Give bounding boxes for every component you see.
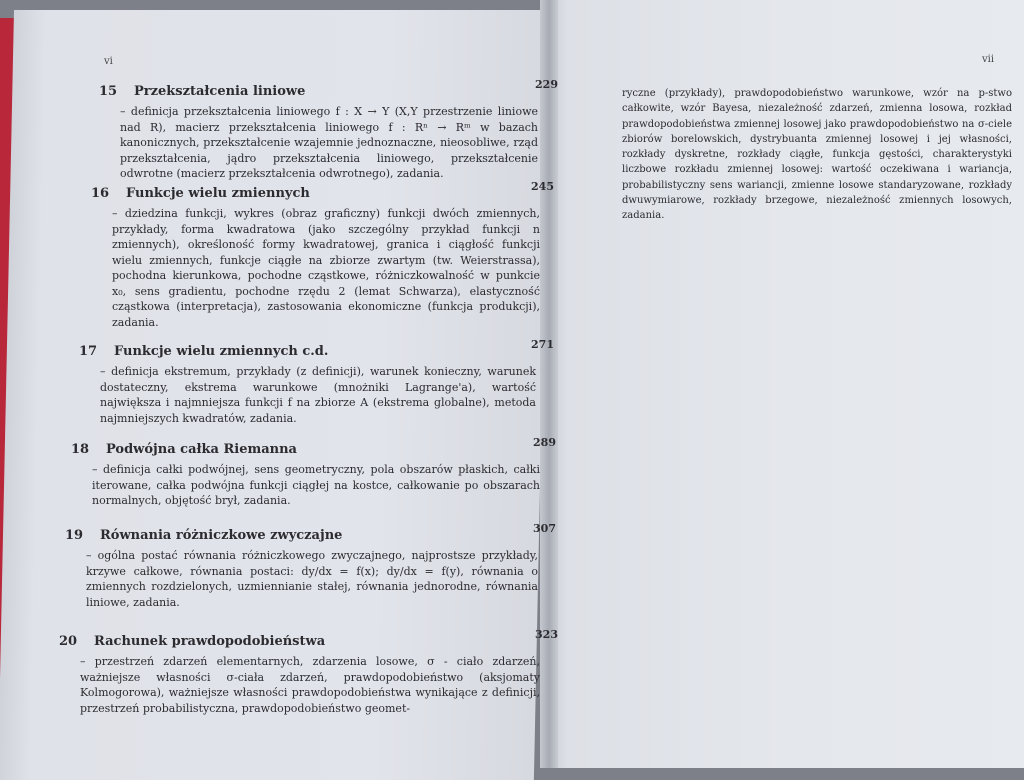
chapter-page: 289 bbox=[533, 436, 556, 449]
chapter-description: – dziedzina funkcji, wykres (obraz graficzny) funkcji dwóch zmiennych, przykłady, forma kwadratowa (jako szczególny przykład funkcji n zmiennych), określoność formy kwadratowej, granica i ciągłość funkcji wielu zmiennych, funkcje ciągłe na zbiorze zwartym (tw. Weierstrassa), pochodna kierunkowa, pochodne cząstkowe, różniczkowalność w punkcie x₀, sens gradientu, pochodne rzędu 2 (lemat Schwarza), elastyczność cząstkowa (interpretacja), zastosowania ekonomiczne (funkcja produkcji), zadania. bbox=[112, 207, 540, 329]
chapter-title: Przekształcenia liniowe bbox=[134, 84, 306, 99]
chapter-description: – definicja przekształcenia liniowego f : X → Y (X,Y przestrzenie liniowe nad R), macierz przekształcenia liniowego f : Rⁿ → Rᵐ w bazach kanonicznych, przekształcenie wzajemnie jednoznaczne, nieosobliwe, rząd przekształcenia, jądro przekształcenia liniowego, przekształcenie odwrotne (macierz przekształcenia odwrotnego), zadania. bbox=[120, 105, 538, 180]
chapter-page: 323 bbox=[535, 628, 558, 641]
left-page-number: vi bbox=[104, 56, 113, 67]
chapter-page: 229 bbox=[535, 78, 558, 91]
chapter-page: 245 bbox=[531, 180, 554, 193]
chapter-description: – ogólna postać równania różniczkowego zwyczajnego, najprostsze przykłady, krzywe całkowe, równania postaci: dy/dx = f(x); dy/dx = f(y), równania o zmiennych rozdzielonych, uzmiennianie stałej, równania jednorodne, równania liniowe, zadania. bbox=[86, 549, 538, 609]
chapter-page: 271 bbox=[531, 338, 554, 351]
chapter-number: 15 bbox=[99, 84, 118, 99]
toc-continuation: ryczne (przykłady), prawdopodobieństwo warunkowe, wzór na p-stwo całkowite, wzór Bayesa, niezależność zdarzeń, zmienna losowa, rozkład prawdopodobieństwa zmiennej losowej jako prawdopodobieństwo na σ-ciele zbiorów borelowskich, dystrybuanta zmiennej losowej i jej własności, rozkłady dyskretne, rozkłady ciągłe, funkcja gęstości, charakterystyki liczbowe rozkładu zmiennej losowej: wartość oczekiwana i wariancja, probabilistyczny sens wariancji, zmienne losowe standaryzowane, rozkłady dwuwymiarowe, rozkłady brzegowe, niezależność zmiennych losowych, zadania. bbox=[622, 88, 1012, 222]
chapter-number: 20 bbox=[59, 634, 78, 649]
chapter-title: Funkcje wielu zmiennych bbox=[126, 186, 310, 201]
chapter-title: Rachunek prawdopodobieństwa bbox=[94, 634, 326, 649]
chapter-description: – przestrzeń zdarzeń elementarnych, zdarzenia losowe, σ - ciało zdarzeń, ważniejsze własności σ-ciała zdarzeń, prawdopodobieństwo (aksjomaty Kolmogorowa), ważniejsze własności prawdopodobieństwa wynikające z definicji, przestrzeń probabilistyczna, prawdopodobieństwo geomet- bbox=[80, 655, 540, 715]
chapter-description: – definicja całki podwójnej, sens geometryczny, pola obszarów płaskich, całki iterowane, całka podwójna funkcji ciągłej na kostce, całkowanie po obszarach normalnych, objętość brył, zadania. bbox=[92, 463, 540, 507]
chapter-description: – definicja ekstremum, przykłady (z definicji), warunek konieczny, warunek dostateczny, ekstrema warunkowe (mnożniki Lagrange'a), wartość największa i najmniejsza funkcji f na zbiorze A (ekstrema globalne), metoda najmniejszych kwadratów, zadania. bbox=[100, 365, 536, 425]
chapter-number: 19 bbox=[65, 528, 84, 543]
chapter-page: 307 bbox=[533, 522, 556, 535]
chapter-number: 17 bbox=[79, 344, 98, 359]
book-gutter bbox=[540, 0, 558, 768]
chapter-number: 16 bbox=[91, 186, 110, 201]
right-page-number: vii bbox=[982, 54, 995, 65]
chapter-title: Równania różniczkowe zwyczajne bbox=[100, 528, 343, 543]
chapter-title: Podwójna całka Riemanna bbox=[106, 442, 297, 457]
chapter-number: 18 bbox=[71, 442, 90, 457]
chapter-title: Funkcje wielu zmiennych c.d. bbox=[114, 344, 329, 359]
